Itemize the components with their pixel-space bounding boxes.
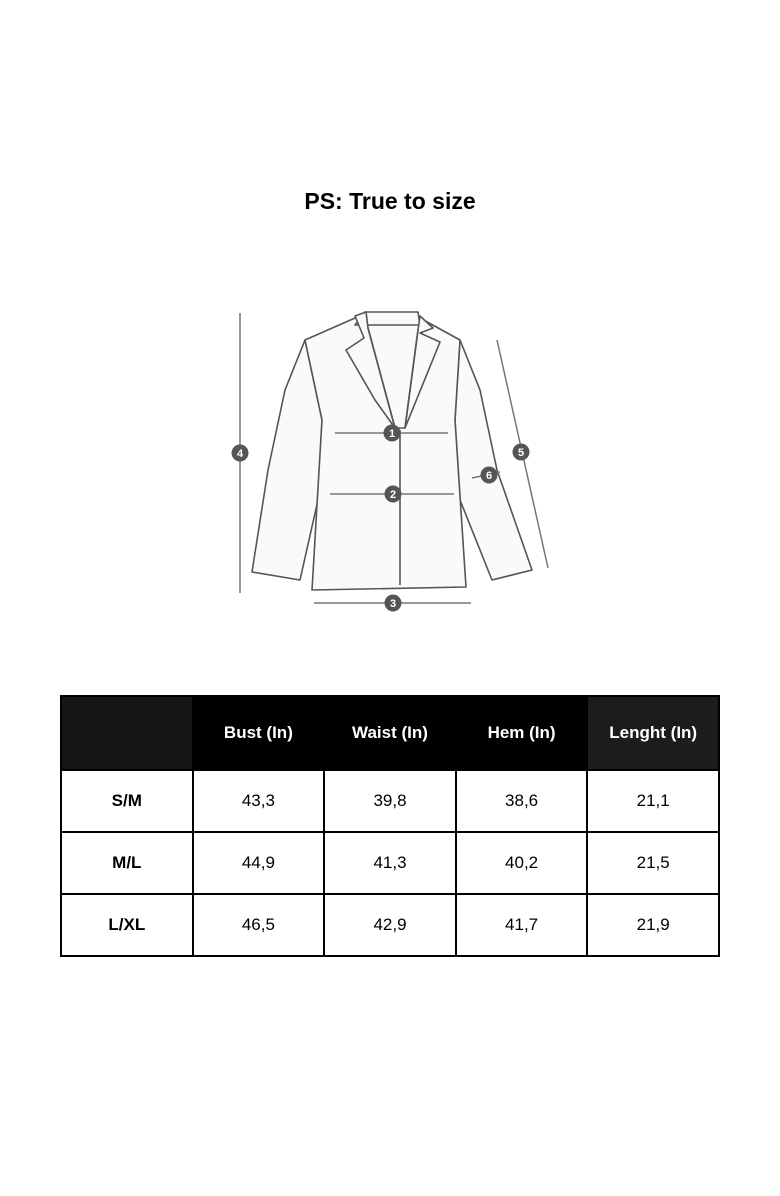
svg-text:3: 3: [389, 598, 397, 610]
hem-value: 40,2: [456, 832, 588, 894]
bust-value: 43,3: [193, 770, 325, 832]
marker-4: [232, 445, 249, 462]
svg-text:5: 5: [517, 447, 525, 459]
hem-value: 38,6: [456, 770, 588, 832]
size-label: L/XL: [61, 894, 193, 956]
size-label: M/L: [61, 832, 193, 894]
waist-value: 42,9: [324, 894, 456, 956]
table-header-row: [61, 696, 719, 770]
svg-text:6: 6: [485, 470, 493, 482]
waist-value: 41,3: [324, 832, 456, 894]
length-value: 21,9: [587, 894, 719, 956]
table-row: [61, 894, 719, 956]
marker-6: [481, 467, 498, 484]
hem-value: 41,7: [456, 894, 588, 956]
header-length: Lenght (In): [587, 696, 719, 770]
marker-3: [385, 595, 402, 612]
page-title: PS: True to size: [304, 188, 476, 214]
header-waist: Waist (In): [324, 696, 456, 770]
blazer-outline: [252, 312, 532, 590]
header-bust: Bust (In): [193, 696, 325, 770]
marker-2: [385, 486, 402, 503]
size-chart-table: [60, 695, 720, 957]
svg-text:1: 1: [388, 428, 396, 440]
svg-text:2: 2: [389, 489, 397, 501]
marker-5: [513, 444, 530, 461]
blazer-measurement-diagram: [0, 290, 780, 630]
table-row: [61, 832, 719, 894]
bust-value: 44,9: [193, 832, 325, 894]
waist-value: 39,8: [324, 770, 456, 832]
size-label: S/M: [61, 770, 193, 832]
marker-1: [384, 425, 401, 442]
bust-value: 46,5: [193, 894, 325, 956]
header-hem: Hem (In): [456, 696, 588, 770]
svg-text:4: 4: [236, 448, 244, 460]
table-row: [61, 770, 719, 832]
header-corner: [61, 696, 193, 770]
length-value: 21,5: [587, 832, 719, 894]
length-value: 21,1: [587, 770, 719, 832]
